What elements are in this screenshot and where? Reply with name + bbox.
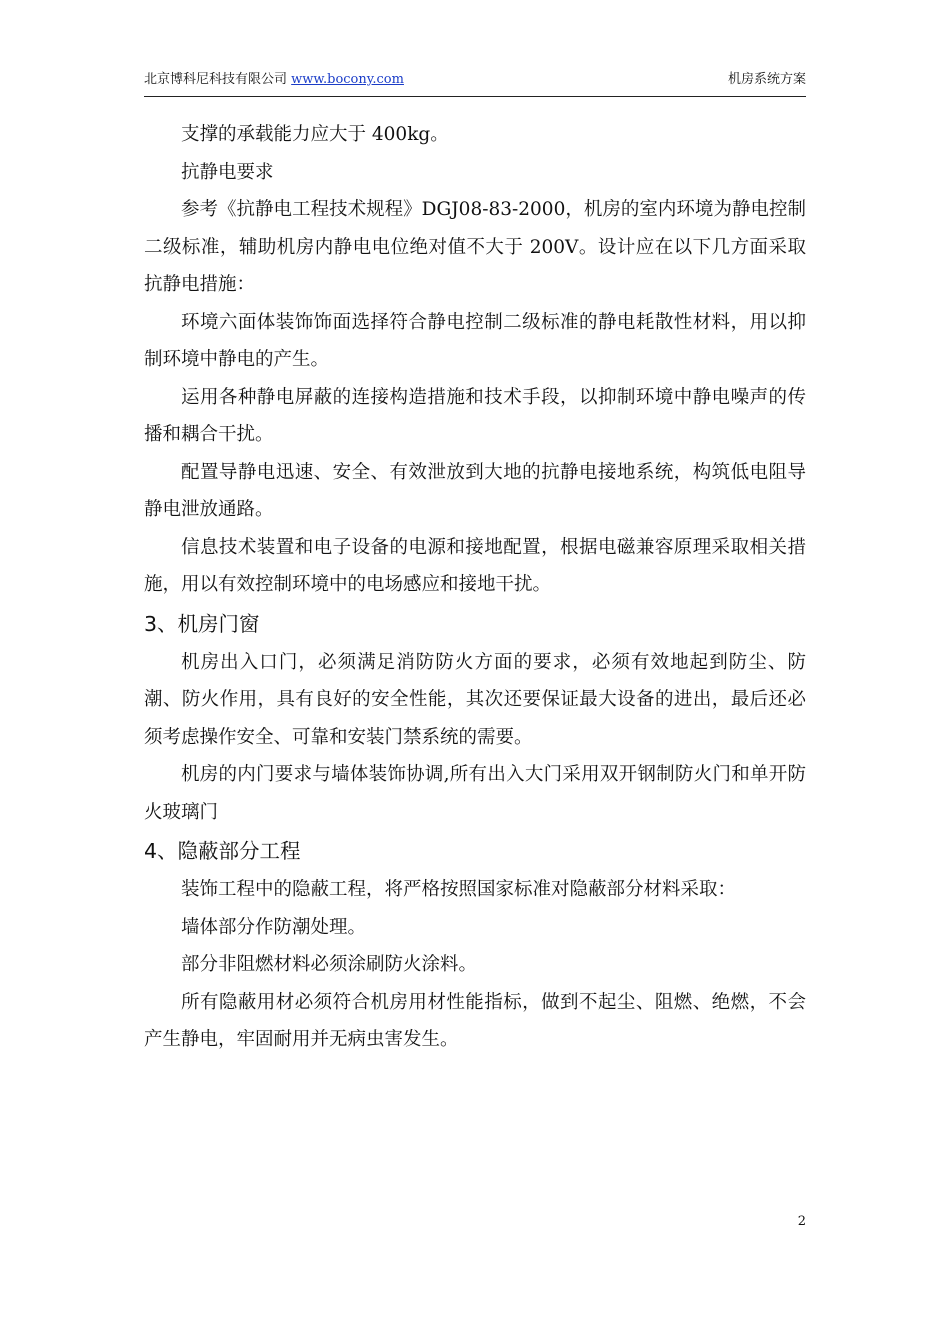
paragraph-antistatic-title: 抗静电要求	[181, 161, 274, 183]
paragraph-fire-coating: 部分非阻燃材料必须涂刷防火涂料。	[181, 954, 478, 975]
page-number: 2	[797, 1214, 806, 1229]
header-doc-title: 机房系统方案	[727, 72, 806, 87]
paragraph-entrance-door: 机房出入口门，必须满足消防防火方面的要求，必须有效地起到防尘、防潮、防火作用，具有良好的安全性能，其次还要保证最大设备的进出，最后还必须考虑操作安全、可靠和安装门禁系统的需要。	[144, 651, 806, 748]
paragraph-inner-door: 机房的内门要求与墙体装饰协调,所有出入大门采用双开钢制防火门和单开防火玻璃门	[144, 764, 806, 823]
paragraph-antistatic-emc: 信息技术装置和电子设备的电源和接地配置，根据电磁兼容原理采取相关措施，用以有效控制环境中的电场感应和接地干扰。	[144, 536, 806, 595]
paragraph-support-capacity: 支撑的承载能力应大于 400kg。	[181, 124, 449, 145]
document-body	[144, 116, 806, 1059]
paragraph-material-requirements: 所有隐蔽用材必须符合机房用材性能指标，做到不起尘、阻燃、绝燃，不会产生静电，牢固耐用并无病虫害发生。	[144, 991, 806, 1050]
paragraph-concealed-standard: 装饰工程中的隐蔽工程，将严格按照国家标准对隐蔽部分材料采取：	[181, 879, 737, 900]
page-header	[144, 66, 806, 97]
company-website-link[interactable]: www.bocony.com	[291, 72, 404, 87]
paragraph-antistatic-material: 环境六面体装饰饰面选择符合静电控制二级标准的静电耗散性材料，用以抑制环境中静电的产生。	[144, 311, 806, 370]
paragraph-antistatic-shielding: 运用各种静电屏蔽的连接构造措施和技术手段，以抑制环境中静电噪声的传播和耦合干扰。	[144, 386, 806, 445]
header-left	[144, 68, 404, 87]
heading-doors-windows: 3、机房门窗	[144, 611, 260, 636]
header-company: 北京博科尼科技有限公司	[144, 72, 288, 87]
paragraph-wall-moisture: 墙体部分作防潮处理。	[181, 916, 367, 938]
paragraph-antistatic-grounding: 配置导静电迅速、安全、有效泄放到大地的抗静电接地系统，构筑低电阻导静电泄放通路。	[144, 461, 806, 520]
paragraph-antistatic-reference: 参考《抗静电工程技术规程》DGJ08-83-2000，机房的室内环境为静电控制二级标准，辅助机房内静电电位绝对值不大于 200V。设计应在以下几方面采取抗静电措施：	[144, 199, 806, 295]
heading-concealed-works: 4、隐蔽部分工程	[144, 839, 301, 863]
